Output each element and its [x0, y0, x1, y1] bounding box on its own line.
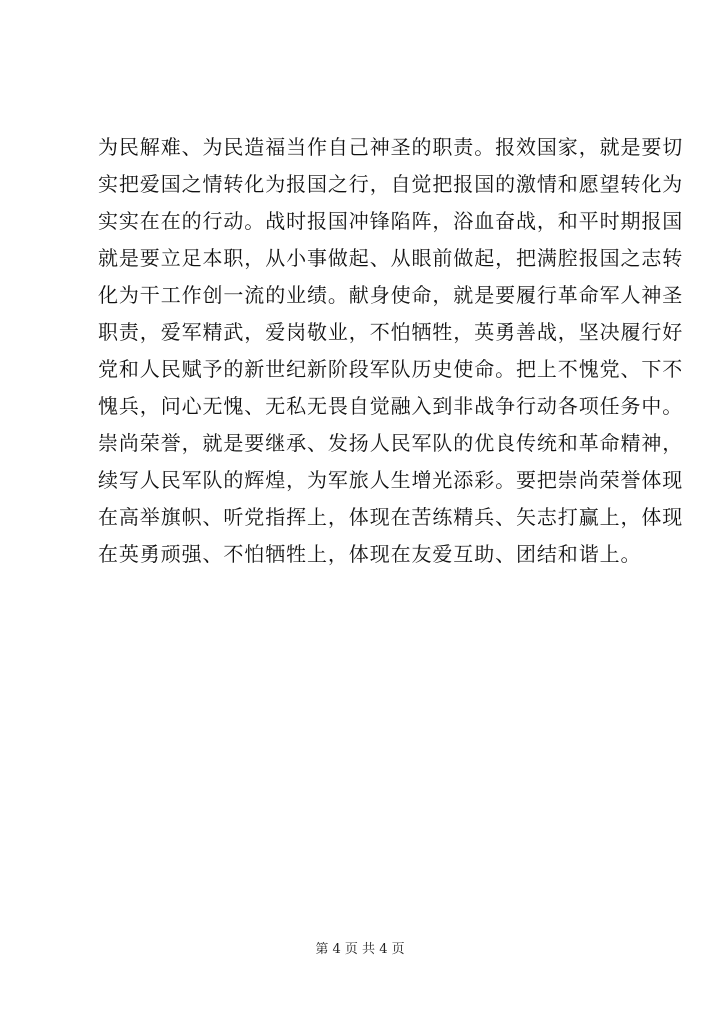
text-line: 为民解难、为民造福当作自己神圣的职责。报效国家，就是要切: [98, 135, 684, 159]
text-line: 党和人民赋予的新世纪新阶段军队历史使命。把上不愧党、下不: [98, 357, 684, 381]
text-line: 在英勇顽强、不怕牺牲上，体现在友爱互助、团结和谐上。: [98, 542, 642, 566]
page-number-footer: 第 4 页 共 4 页: [315, 942, 405, 957]
text-line: 实实在在的行动。战时报国冲锋陷阵，浴血奋战，和平时期报国: [98, 209, 684, 233]
text-line: 崇尚荣誉，就是要继承、发扬人民军队的优良传统和革命精神，: [98, 431, 684, 455]
text-line: 职责，爱军精武，爱岗敬业，不怕牺牲，英勇善战，坚决履行好: [98, 320, 684, 344]
text-line: 化为干工作创一流的业绩。献身使命，就是要履行革命军人神圣: [98, 283, 684, 307]
text-line: 实把爱国之情转化为报国之行，自觉把报国的激情和愿望转化为: [98, 172, 684, 196]
text-line: 续写人民军队的辉煌，为军旅人生增光添彩。要把崇尚荣誉体现: [98, 468, 684, 492]
text-line: 在高举旗帜、听党指挥上，体现在苦练精兵、矢志打赢上，体现: [98, 505, 684, 529]
body-paragraph: [98, 129, 684, 573]
text-line: 就是要立足本职，从小事做起、从眼前做起，把满腔报国之志转: [98, 246, 684, 270]
text-line: 愧兵，问心无愧、无私无畏自觉融入到非战争行动各项任务中。: [98, 394, 684, 418]
